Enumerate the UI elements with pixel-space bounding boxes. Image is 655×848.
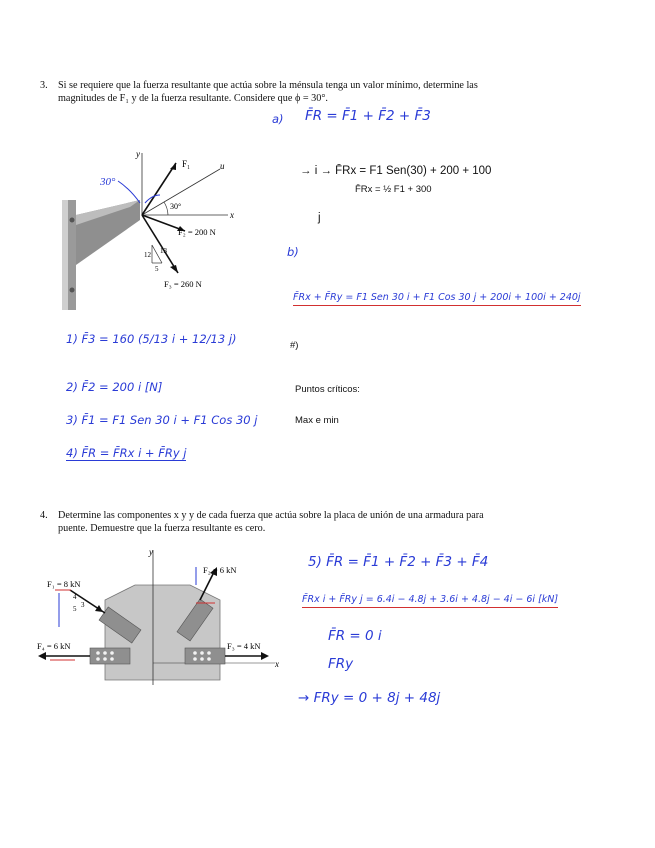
p3-step-3: 3) F̄1 = F1 Sen 30 i + F1 Cos 30 j [66, 413, 258, 427]
x-axis-label: x [230, 210, 234, 220]
p3-j-label: j [318, 212, 321, 224]
p4-components-equation: F̄Rx i + F̄Ry j = 6.4i − 4.8j + 3.6i + 4.8j − 4i − 6i [kN] [302, 594, 558, 608]
y-axis-label: y [136, 149, 140, 159]
p4-fry-equation: → FRy = 0 + 8j + 48j [298, 690, 441, 706]
u-axis-label: u [220, 161, 225, 171]
p3-step-2: 2) F̄2 = 200 i [N] [66, 380, 163, 394]
p3-i-component-2: F̄Rx = ½ F1 + 300 [355, 184, 432, 195]
p3-a-label: a) [272, 112, 284, 126]
u-angle-label: 30° [170, 202, 182, 211]
problem-3-figure [60, 145, 260, 315]
problem-3-text-line-2: magnitudes de F₁ y de la fuerza resultante. Considere que ϕ = 30°. [58, 92, 328, 104]
f4-label: F₄ = 6 kN [37, 641, 71, 651]
x-axis-label: x [275, 659, 279, 669]
problem-4-text-line-2: puente. Demuestre que la fuerza resultante es cero. [58, 522, 266, 534]
p3-hash: #) [290, 340, 299, 351]
p3-b-equation: F̄Rx + F̄Ry = F1 Sen 30 i + F1 Cos 30 j + 200i + 100i + 240j [293, 292, 581, 306]
p3-step-1: 1) F̄3 = 160 (5/13 i + 12/13 j) [66, 332, 237, 346]
problem-4-statement [40, 510, 600, 540]
slope-13: 13 [160, 247, 167, 255]
problem-3-statement [40, 80, 600, 110]
f1-label: F₁ = 8 kN [47, 579, 81, 589]
p3-puntos-criticos: Puntos críticos: [295, 384, 360, 395]
wall-hatch [62, 200, 68, 310]
problem-4-text-line-1: Determine las componentes x y y de cada fuerza que actúa sobre la placa de unión de una armadura para [58, 510, 484, 521]
problem-3-text-line-1: Si se requiere que la fuerza resultante que actúa sobre la ménsula tenga un valor mínimo, determine las [58, 80, 478, 91]
p3-i-component: → i → F̄Rx = F1 Sen(30) + 200 + 100 [300, 165, 492, 177]
f2-label: F₂ = 6 kN [203, 565, 237, 575]
p3-max-min: Max e min [295, 415, 339, 426]
member-f3 [185, 648, 225, 664]
p3-b-label: b) [287, 245, 299, 259]
wall [68, 200, 76, 310]
f2-label: F₂ = 200 N [178, 227, 216, 237]
p3-fr-equation: F̄R = F̄1 + F̄2 + F̄3 [305, 108, 431, 124]
p4-fr-equation: 5) F̄R = F̄1 + F̄2 + F̄3 + F̄4 [308, 554, 489, 570]
slope-12: 12 [144, 251, 151, 259]
f3-label: F₃ = 4 kN [227, 641, 261, 651]
p4-slope-3: 3 [81, 601, 85, 609]
f1-label: F₁ [182, 159, 191, 169]
f3-label: F₃ = 260 N [164, 279, 202, 289]
p4-slope-4: 4 [73, 593, 77, 601]
p3-step-4: 4) F̄R = F̄Rx i + F̄Ry j [66, 446, 187, 460]
p4-fry-label: FRy [328, 656, 354, 672]
p4-fr-zero: F̄R = 0 i [328, 628, 382, 644]
slope-5: 5 [155, 265, 159, 273]
phi-angle-label: 30° [100, 176, 116, 188]
p4-slope-5: 5 [73, 605, 77, 613]
member-f4 [90, 648, 130, 664]
problem-4-figure [35, 545, 285, 695]
problem-4-number: 4. [40, 510, 48, 521]
problem-3-number: 3. [40, 80, 48, 91]
f3-arrow [142, 215, 178, 273]
y-axis-label: y [149, 547, 153, 557]
